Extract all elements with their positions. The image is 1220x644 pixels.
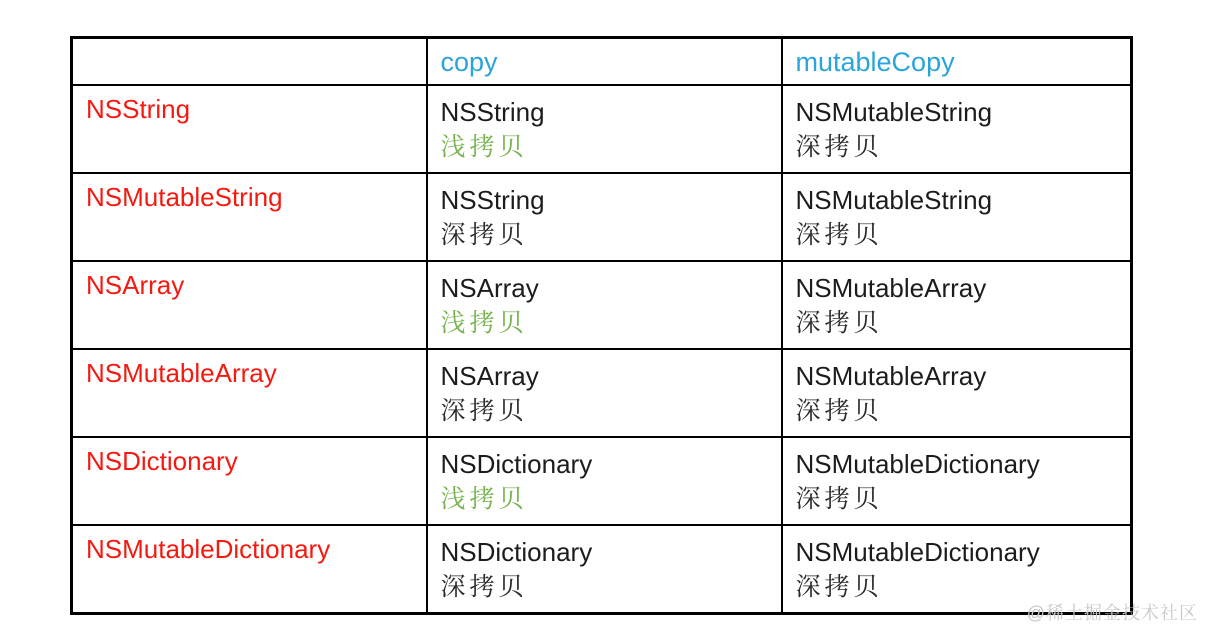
- result-class: NSDictionary: [440, 449, 593, 479]
- table-row: [72, 85, 1132, 173]
- copy-type-note: 深拷贝: [795, 222, 883, 249]
- table-row: [72, 173, 1132, 261]
- row-label: NSArray: [72, 261, 427, 349]
- table-row: [72, 261, 1132, 349]
- result-class: NSArray: [440, 361, 539, 391]
- result-class: NSMutableDictionary: [795, 449, 1040, 479]
- row-label: NSDictionary: [72, 437, 427, 525]
- row-label: NSString: [72, 85, 427, 173]
- mutablecopy-cell: [782, 173, 1132, 261]
- result-class: NSMutableArray: [795, 361, 987, 391]
- copy-cell: [427, 173, 782, 261]
- row-label: NSMutableString: [72, 173, 427, 261]
- col-header-copy: copy: [427, 38, 782, 86]
- copy-cell: [427, 525, 782, 614]
- copy-type-note: 深拷贝: [440, 398, 528, 425]
- result-class: NSDictionary: [440, 537, 593, 567]
- table-row: [72, 437, 1132, 525]
- result-class: NSMutableString: [795, 97, 993, 127]
- row-label: NSMutableDictionary: [72, 525, 427, 614]
- copy-type-note: 深拷贝: [440, 222, 528, 249]
- col-header-mutablecopy: mutableCopy: [782, 38, 1132, 86]
- copy-type-note: 浅拷贝: [440, 134, 528, 161]
- table-row: [72, 349, 1132, 437]
- mutablecopy-cell: [782, 349, 1132, 437]
- copy-type-note: 深拷贝: [440, 574, 528, 601]
- result-class: NSString: [440, 97, 545, 127]
- copy-cell: [427, 85, 782, 173]
- result-class: NSMutableDictionary: [795, 537, 1040, 567]
- copy-type-note: 深拷贝: [795, 574, 883, 601]
- copy-semantics-table: [70, 36, 1133, 615]
- corner-cell: [72, 38, 427, 86]
- header-row: [72, 38, 1132, 86]
- result-class: NSString: [440, 185, 545, 215]
- result-class: NSMutableString: [795, 185, 993, 215]
- copy-type-note: 深拷贝: [795, 134, 883, 161]
- result-class: NSMutableArray: [795, 273, 987, 303]
- table-row: [72, 525, 1132, 614]
- copy-type-note: 浅拷贝: [440, 486, 528, 513]
- mutablecopy-cell: [782, 261, 1132, 349]
- copy-type-note: 深拷贝: [795, 310, 883, 337]
- copy-type-note: 浅拷贝: [440, 310, 528, 337]
- copy-cell: [427, 261, 782, 349]
- copy-cell: [427, 349, 782, 437]
- row-label: NSMutableArray: [72, 349, 427, 437]
- copy-cell: [427, 437, 782, 525]
- mutablecopy-cell: [782, 437, 1132, 525]
- copy-type-note: 深拷贝: [795, 398, 883, 425]
- mutablecopy-cell: [782, 85, 1132, 173]
- result-class: NSArray: [440, 273, 539, 303]
- site-watermark: @稀土掘金技术社区: [1026, 603, 1198, 623]
- copy-type-note: 深拷贝: [795, 486, 883, 513]
